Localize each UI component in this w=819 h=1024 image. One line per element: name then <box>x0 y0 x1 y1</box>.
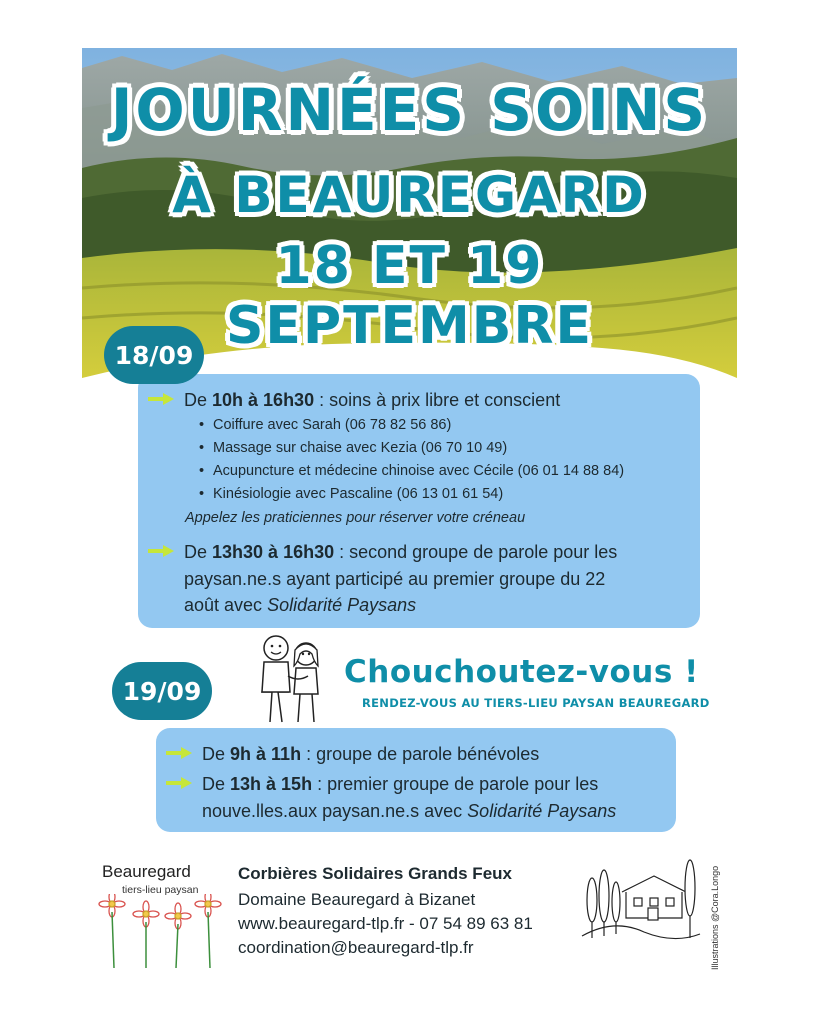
slot-time: 10h à 16h30 <box>212 390 315 410</box>
org-name-italic: Solidarité Paysans <box>267 595 417 615</box>
day2-slot2 <box>166 772 598 796</box>
headline-chouchoutez: Chouchoutez-vous ! <box>344 654 699 690</box>
title-line-2: À BEAUREGARD <box>172 166 647 224</box>
arrow-right-icon <box>166 747 192 759</box>
arrow-right-icon <box>148 545 174 557</box>
day1-slot2-line3 <box>184 592 416 618</box>
title-line-3: 18 ET 19 SEPTEMBRE <box>225 236 594 356</box>
day1-slot1 <box>148 388 560 412</box>
day2-info-box <box>156 728 676 832</box>
illustration-credit <box>708 846 724 976</box>
booking-note: Appelez les praticiennes pour réserver votre créneau <box>185 510 526 526</box>
slot-text: nouve.lles.aux paysan.ne.s avec <box>202 801 468 821</box>
practitioner-item: • Acupuncture et médecine chinoise avec Cécile (06 01 14 88 84) <box>213 460 624 482</box>
day1-slot2-line2: paysan.ne.s ayant participé au premier groupe du 22 <box>184 569 606 589</box>
flower-illustration <box>94 894 224 970</box>
practitioner-item: • Kinésiologie avec Pascaline (06 13 01 61 54) <box>213 483 503 505</box>
slot-time: 13h à 15h <box>230 774 313 794</box>
slot-prefix: De <box>184 390 213 410</box>
website-phone[interactable]: www.beauregard-tlp.fr - 07 54 89 63 81 <box>238 914 533 933</box>
day2-slot2-line2 <box>202 798 616 824</box>
date-badge-day2: 19/09 <box>112 662 212 720</box>
slot-text: : second groupe de parole pour les <box>334 542 618 562</box>
date-badge-day1: 18/09 <box>104 326 204 384</box>
day1-info-box <box>138 374 700 628</box>
practitioner-item: • Massage sur chaise avec Kezia (06 70 10 49) <box>213 437 507 459</box>
title-line-1: JOURNÉES SOINS <box>110 76 709 144</box>
village-illustration <box>574 848 704 952</box>
slot-time: 9h à 11h <box>230 744 302 764</box>
practitioner-item: • Coiffure avec Sarah (06 78 82 56 86) <box>213 414 451 436</box>
slot-time: 13h30 à 16h30 <box>212 542 335 562</box>
slot-prefix: De <box>202 744 231 764</box>
flyer <box>82 48 737 983</box>
logo-tagline: tiers-lieu paysan <box>122 884 199 896</box>
organization-name: Corbières Solidaires Grands Feux <box>238 864 512 883</box>
slot-prefix: De <box>184 542 213 562</box>
slot-text: : groupe de parole bénévoles <box>301 744 540 764</box>
arrow-right-icon <box>148 393 174 405</box>
slot-text: : premier groupe de parole pour les <box>312 774 599 794</box>
day1-slot2 <box>148 540 617 564</box>
subline-rendez-vous: RENDEZ-VOUS AU TIERS-LIEU PAYSAN BEAUREGARD <box>362 696 710 710</box>
couple-illustration <box>252 632 332 724</box>
day2-slot1 <box>166 742 539 766</box>
slot-text: : soins à prix libre et conscient <box>314 390 561 410</box>
address: Domaine Beauregard à Bizanet <box>238 890 476 909</box>
logo-wordmark: Beauregard <box>102 862 191 881</box>
org-name-italic: Solidarité Paysans <box>467 801 617 821</box>
arrow-right-icon <box>166 777 192 789</box>
email[interactable]: coordination@beauregard-tlp.fr <box>238 938 474 957</box>
slot-prefix: De <box>202 774 231 794</box>
credit-text: Illustrations @Cora.Longo <box>710 865 720 970</box>
slot-text: août avec <box>184 595 268 615</box>
